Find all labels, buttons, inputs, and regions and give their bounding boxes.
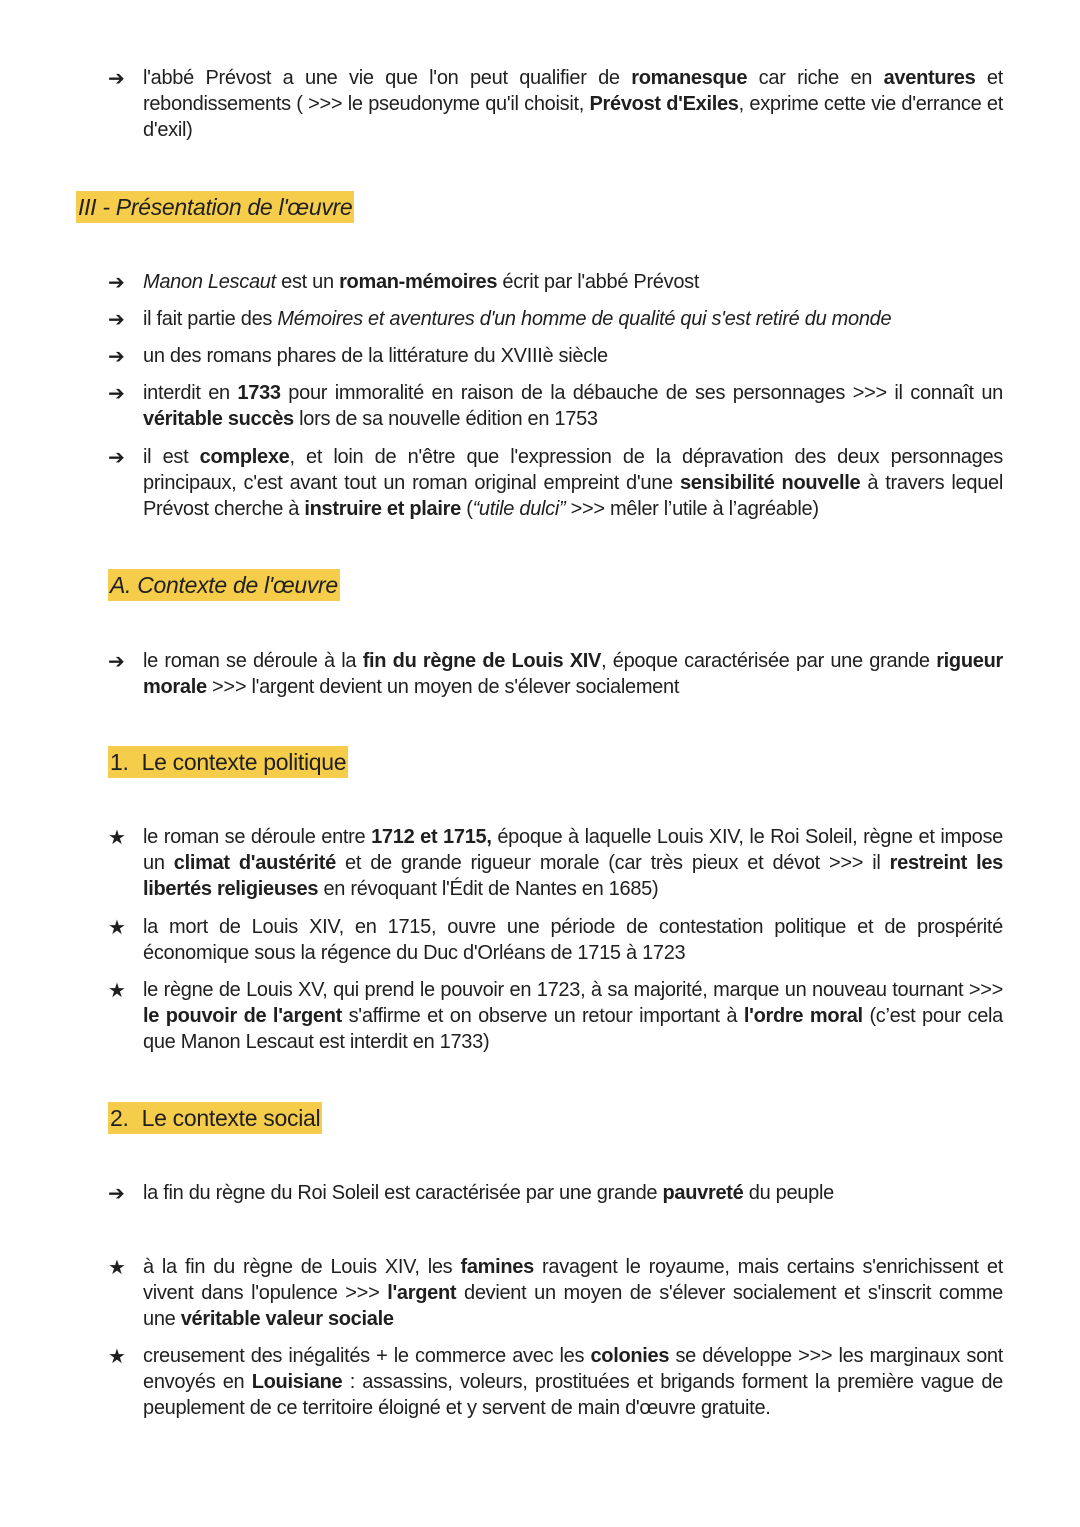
bold-text: restreint les libertés religieuses (143, 852, 1003, 900)
bold-text: le pouvoir de l'argent (143, 1005, 342, 1027)
arrow-bullet-icon: ➔ (108, 381, 125, 405)
list-item (108, 269, 1003, 295)
item-text (143, 65, 1003, 143)
bold-text: Louisiane (251, 1371, 343, 1393)
arrow-bullet-icon: ➔ (108, 270, 125, 294)
text-run: , époque caractérisée par une grande (601, 650, 937, 672)
item-text (143, 444, 1003, 522)
star-bullet-icon: ★ (108, 915, 126, 939)
bold-text: pauvreté (662, 1182, 744, 1204)
text-run: à la fin du règne de Louis XIV, les (143, 1256, 461, 1278)
arrow-bullet-icon: ➔ (108, 66, 125, 90)
list-item (108, 380, 1003, 432)
text-run: en révoquant l'Édit de Nantes en 1685) (318, 878, 659, 900)
list-item (108, 648, 1003, 700)
item-text (143, 306, 1003, 332)
bold-text: famines (460, 1256, 534, 1278)
bold-text: fin du règne de Louis XIV (362, 650, 602, 672)
item-text (143, 648, 1003, 700)
section-heading (108, 746, 348, 778)
bold-text: roman-mémoires (339, 271, 498, 293)
text-run: le roman se déroule à la (143, 650, 363, 672)
arrow-bullet-icon: ➔ (108, 307, 125, 331)
star-bullet-icon: ★ (108, 825, 126, 849)
text-run: , et loin de n'être que l'expression de la dépravation des deux personnages principaux, c'est avant tout un roman original empreint d'une (143, 446, 1003, 494)
item-text (143, 1254, 1003, 1332)
text-run: il est (143, 446, 200, 468)
text-run: >>> l'argent devient un moyen de s'élever socialement (206, 676, 680, 698)
section-heading: A. Contexte de l'œuvre (108, 569, 340, 601)
text-run: époque à laquelle Louis XIV, le Roi Soleil, règne et impose un (143, 826, 1003, 874)
italic-text: Manon Lescaut (143, 271, 276, 293)
list-item (108, 343, 1003, 369)
item-text (143, 824, 1003, 902)
section-number: 1. (110, 749, 129, 775)
list-item (108, 977, 1003, 1055)
text-run: la mort de Louis XIV, en 1715, ouvre une période de contestation politique et de prospérité économique sous la régence du Duc d'Orléans de 1715 à 1723 (143, 916, 1003, 964)
italic-text: Mémoires et aventures d'un homme de qualité qui s'est retiré du monde (277, 308, 892, 330)
text-run: creusement des inégalités + le commerce avec les (143, 1345, 591, 1367)
text-run: (c’est pour cela que Manon Lescaut est interdit en 1733) (143, 1005, 1003, 1053)
text-run: >>> mêler l’utile à l’agréable) (565, 498, 819, 520)
item-text (143, 977, 1003, 1055)
bold-text: rigueur morale (143, 650, 1003, 698)
arrow-bullet-icon: ➔ (108, 445, 125, 469)
bold-text: véritable succès (143, 408, 294, 430)
arrow-bullet-icon: ➔ (108, 344, 125, 368)
list-item (108, 1180, 1003, 1206)
bold-text: l'argent (387, 1282, 457, 1304)
text-run: devient un moyen de s'élever socialement et s'inscrit comme une (143, 1282, 1003, 1330)
list-item (108, 1343, 1003, 1421)
list-item (108, 306, 1003, 332)
bold-text: instruire et plaire (304, 498, 461, 520)
item-text (143, 380, 1003, 432)
text-run: il fait partie des (143, 308, 278, 330)
section-title: Le contexte politique (141, 749, 347, 775)
text-run: la fin du règne du Roi Soleil est caractérisée par une grande (143, 1182, 663, 1204)
list-item (108, 1254, 1003, 1332)
item-text (143, 269, 1003, 295)
bold-text: romanesque (631, 67, 748, 89)
text-run: lors de sa nouvelle édition en 1753 (293, 408, 598, 430)
text-run: le règne de Louis XV, qui prend le pouvoir en 1723, à sa majorité, marque un nouveau tournant >>> (143, 979, 1003, 1001)
item-text (143, 914, 1003, 966)
arrow-bullet-icon: ➔ (108, 649, 125, 673)
list-item (108, 65, 1003, 143)
bold-text: l'ordre moral (743, 1005, 863, 1027)
text-run: s'affirme et on observe un retour important à (341, 1005, 744, 1027)
bold-text: sensibilité nouvelle (679, 472, 861, 494)
item-text (143, 1343, 1003, 1421)
text-run: l'abbé Prévost a une vie que l'on peut qualifier de (143, 67, 632, 89)
list-item (108, 914, 1003, 966)
text-run: un des romans phares de la littérature du XVIIIè siècle (143, 345, 608, 367)
text-run: est un (275, 271, 340, 293)
text-run: : assassins, voleurs, prostituées et brigands forment la première vague de peuplement de ce territoire éloigné et y servent de main d'œuvre gratuite. (143, 1371, 1003, 1419)
item-text (143, 1180, 1003, 1206)
bold-text: Prévost d'Exiles (589, 93, 739, 115)
text-run: car riche en (747, 67, 884, 89)
text-run: et rebondissements ( >>> le pseudonyme qu'il choisit, (143, 67, 1003, 115)
section-number: 2. (110, 1105, 129, 1131)
text-run: écrit par l'abbé Prévost (497, 271, 700, 293)
bold-text: 1733 (237, 382, 281, 404)
bold-text: véritable valeur sociale (180, 1308, 394, 1330)
text-run: ( (460, 498, 473, 520)
text-run: interdit en (143, 382, 238, 404)
text-run: du peuple (743, 1182, 834, 1204)
section-heading: III - Présentation de l'œuvre (76, 191, 354, 223)
text-run: , exprime cette vie d'errance et d'exil) (143, 93, 1004, 141)
italic-text: “utile dulci” (472, 498, 566, 520)
list-item (108, 444, 1003, 522)
bold-text: climat d'austérité (173, 852, 336, 874)
text-run: et de grande rigueur morale (car très pieux et dévot >>> il (335, 852, 890, 874)
text-run: pour immoralité en raison de la débauche de ses personnages >>> il connaît un (280, 382, 1003, 404)
star-bullet-icon: ★ (108, 978, 126, 1002)
text-run: à travers lequel Prévost cherche à (143, 472, 1003, 520)
section-heading (108, 1102, 322, 1134)
arrow-bullet-icon: ➔ (108, 1181, 125, 1205)
item-text (143, 343, 1003, 369)
bold-text: 1712 et 1715, (371, 826, 492, 848)
star-bullet-icon: ★ (108, 1255, 126, 1279)
list-item (108, 824, 1003, 902)
bold-text: colonies (590, 1345, 670, 1367)
section-title: Le contexte social (141, 1105, 321, 1131)
star-bullet-icon: ★ (108, 1344, 126, 1368)
text-run: se développe >>> les marginaux sont envoyés en (143, 1345, 1003, 1393)
bold-text: complexe (199, 446, 290, 468)
bold-text: aventures (883, 67, 976, 89)
text-run: le roman se déroule entre (143, 826, 372, 848)
text-run: ravagent le royaume, mais certains s'enrichissent et vivent dans l'opulence >>> (143, 1256, 1003, 1304)
